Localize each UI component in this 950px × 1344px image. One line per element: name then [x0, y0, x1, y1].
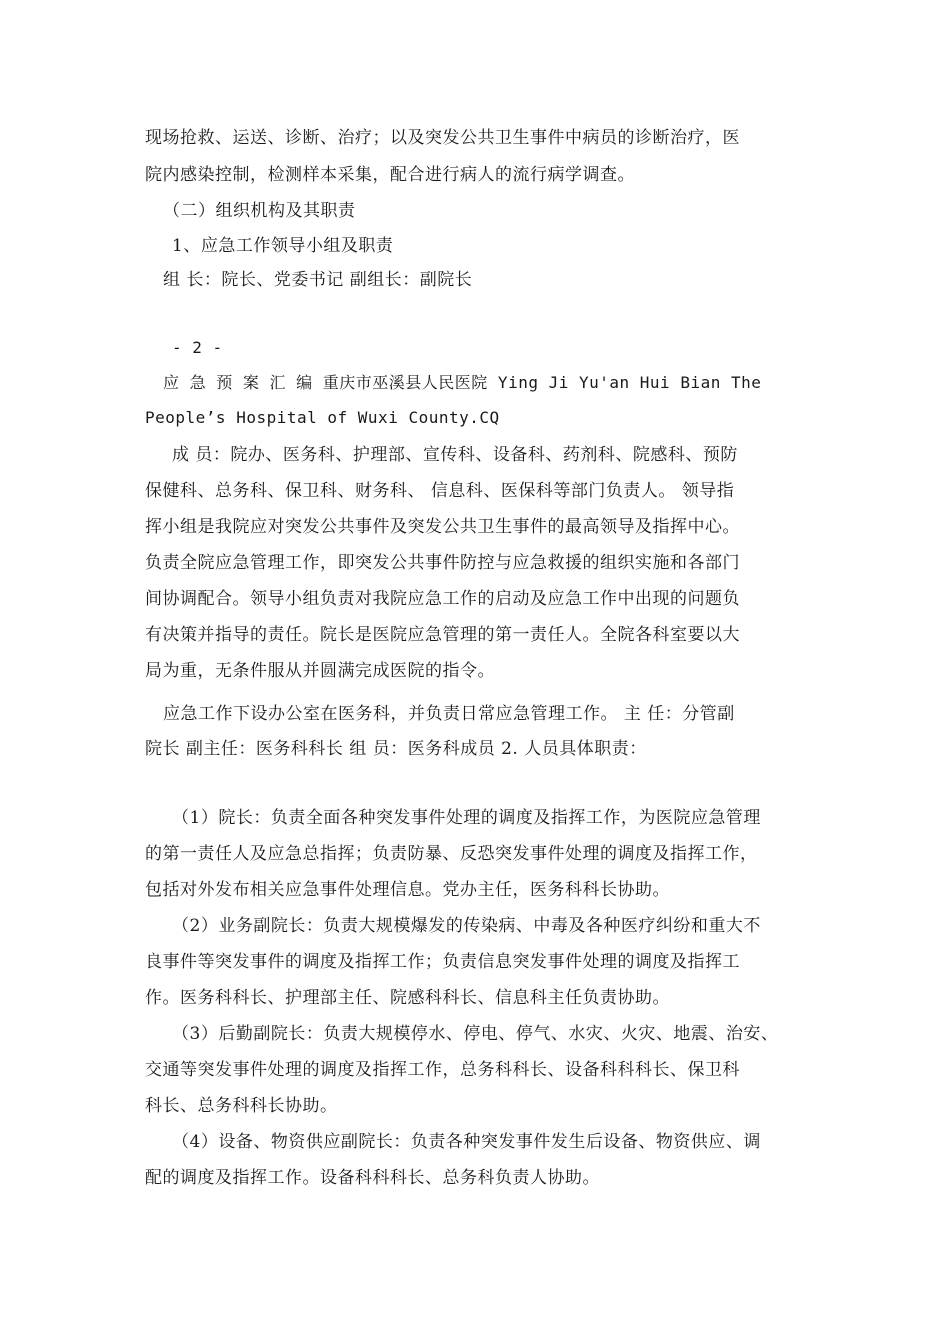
paragraph-line: （3）后勤副院长：负责大规模停水、停电、停气、水灾、火灾、地震、治安、 [172, 1024, 779, 1044]
paragraph-line: 局为重，无条件服从并圆满完成医院的指令。 [145, 661, 495, 681]
paragraph-line: 良事件等突发事件的调度及指挥工作；负责信息突发事件处理的调度及指挥工 [145, 952, 740, 972]
paragraph-line: 应急工作下设办公室在医务科，并负责日常应急管理工作。 主 任：分管副 [163, 704, 735, 724]
paragraph-line: 挥小组是我院应对突发公共事件及突发公共卫生事件的最高领导及指挥中心。 [145, 517, 740, 537]
paragraph-line: 交通等突发事件处理的调度及指挥工作，总务科科长、设备科科科长、保卫科 [145, 1060, 740, 1080]
subsection-heading: 1、应急工作领导小组及职责 [172, 236, 394, 256]
paragraph-line: 院长 副主任：医务科科长 组 员：医务科成员 2. 人员具体职责： [145, 739, 647, 759]
paragraph-line: 成 员：院办、医务科、护理部、宣传科、设备科、药剂科、院感科、预防 [172, 445, 738, 465]
section-heading: （二）组织机构及其职责 [163, 201, 356, 221]
paragraph-line: 院内感染控制，检测样本采集，配合进行病人的流行病学调查。 [145, 165, 635, 185]
running-header: People’s Hospital of Wuxi County.CQ [145, 408, 500, 427]
paragraph-line: 配的调度及指挥工作。设备科科科长、总务科负责人协助。 [145, 1168, 600, 1188]
running-header: 应 急 预 案 汇 编 重庆市巫溪县人民医院 Ying Ji Yu'an Hui Bian The [163, 373, 762, 392]
paragraph-line: 作。医务科科长、护理部主任、院感科科长、信息科主任负责协助。 [145, 988, 670, 1008]
paragraph-line: 现场抢救、运送、诊断、治疗；以及突发公共卫生事件中病员的诊断治疗，医 [145, 128, 740, 148]
paragraph-line: 包括对外发布相关应急事件处理信息。党办主任，医务科科长协助。 [145, 880, 670, 900]
paragraph-line: （2）业务副院长：负责大规模爆发的传染病、中毒及各种医疗纠纷和重大不 [172, 916, 761, 936]
paragraph-line: 科长、总务科科长协助。 [145, 1096, 338, 1116]
paragraph-line: （4）设备、物资供应副院长：负责各种突发事件发生后设备、物资供应、调 [172, 1132, 761, 1152]
paragraph-line: 保健科、总务科、保卫科、财务科、 信息科、医保科等部门负责人。 领导指 [145, 481, 735, 501]
page-number: - 2 - [172, 338, 223, 357]
paragraph-line: 有决策并指导的责任。院长是医院应急管理的第一责任人。全院各科室要以大 [145, 625, 740, 645]
paragraph-line: 组 长：院长、党委书记 副组长：副院长 [163, 270, 473, 290]
paragraph-line: （1）院长：负责全面各种突发事件处理的调度及指挥工作，为医院应急管理 [172, 808, 761, 828]
paragraph-line: 间协调配合。领导小组负责对我院应急工作的启动及应急工作中出现的问题负 [145, 589, 740, 609]
paragraph-line: 的第一责任人及应急总指挥；负责防暴、反恐突发事件处理的调度及指挥工作， [145, 844, 758, 864]
paragraph-line: 负责全院应急管理工作，即突发公共事件防控与应急救援的组织实施和各部门 [145, 553, 740, 573]
